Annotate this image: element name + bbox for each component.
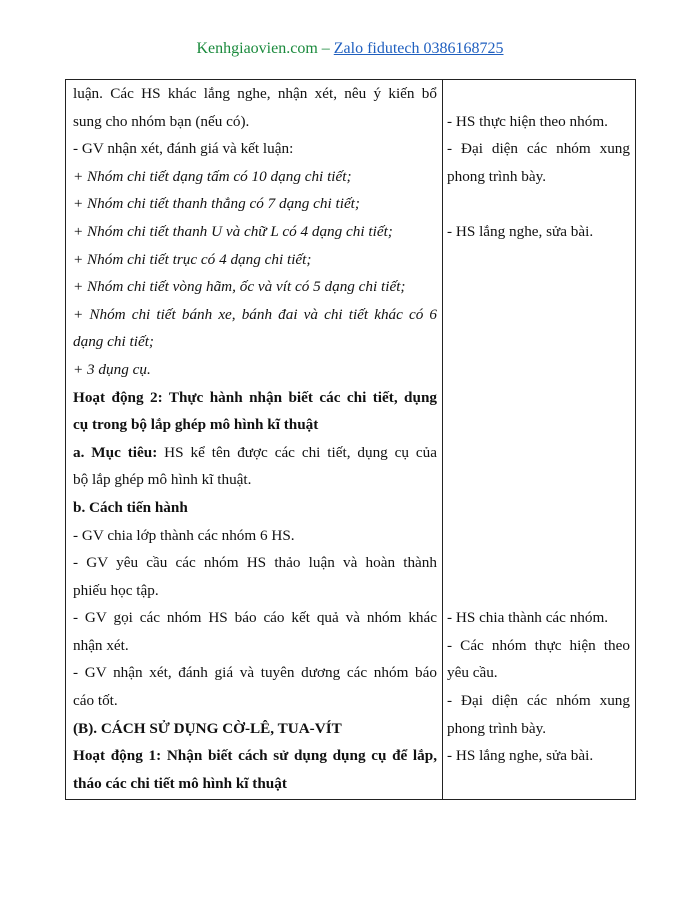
lesson-table <box>65 79 636 800</box>
teacher-line: phiếu học tập. <box>73 581 159 599</box>
student-line: yêu cầu. <box>447 664 498 682</box>
teacher-line: cáo tốt. <box>73 692 118 710</box>
student-line <box>447 273 630 301</box>
teacher-line: - GV nhận xét, đánh giá và kết luận: <box>73 140 294 158</box>
column-divider <box>442 80 443 799</box>
student-line: - HS lắng nghe, sửa bài. <box>447 747 594 765</box>
teacher-line: + 3 dụng cụ. <box>73 360 151 378</box>
student-line <box>447 522 630 550</box>
teacher-line: cụ trong bộ lắp ghép mô hình kĩ thuật <box>73 416 319 434</box>
teacher-line: - GV nhận xét, đánh giá và tuyên dương các nhóm báo <box>73 664 437 682</box>
student-line <box>447 356 630 384</box>
section-text: HS kể tên được các chi tiết, dụng cụ của <box>157 443 437 461</box>
teacher-line: + Nhóm chi tiết trục có 4 dạng chi tiết; <box>73 250 312 268</box>
teacher-line: luận. Các HS khác lắng nghe, nhận xét, nêu ý kiến bổ <box>73 85 437 102</box>
teacher-line: b. Cách tiến hành <box>73 498 188 516</box>
student-line <box>447 328 630 356</box>
section-label: a. Mục tiêu: <box>73 443 158 461</box>
teacher-line: nhận xét. <box>73 636 129 654</box>
teacher-line: (B). CÁCH SỬ DỤNG CỜ-LÊ, TUA-VÍT <box>73 719 342 737</box>
teacher-activities-column <box>73 80 437 797</box>
teacher-line: Hoạt động 1: Nhận biết cách sử dụng dụng cụ để lắp, <box>73 747 437 765</box>
header-separator: – <box>321 40 330 57</box>
teacher-line <box>73 439 437 467</box>
student-activities-column <box>447 80 630 797</box>
teacher-line: + Nhóm chi tiết dạng tấm có 10 dạng chi tiết; <box>73 167 352 185</box>
teacher-line: bộ lắp ghép mô hình kĩ thuật. <box>73 471 252 489</box>
teacher-line: sung cho nhóm bạn (nếu có). <box>73 112 250 130</box>
student-line: - Đại diện các nhóm xung <box>447 692 630 710</box>
teacher-line: + Nhóm chi tiết bánh xe, bánh đai và chi tiết khác có 6 <box>73 305 437 323</box>
student-line <box>447 466 630 494</box>
student-line: - Các nhóm thực hiện theo <box>447 636 630 654</box>
site-name: Kenhgiaovien.com <box>196 40 318 57</box>
page-header <box>0 40 700 58</box>
student-line: phong trình bày. <box>447 167 546 185</box>
student-line: - HS thực hiện theo nhóm. <box>447 112 608 130</box>
teacher-line: + Nhóm chi tiết thanh U và chữ L có 4 dạng chi tiết; <box>73 222 393 240</box>
student-line <box>447 494 630 522</box>
student-line <box>447 190 630 218</box>
teacher-line: - GV yêu cầu các nhóm HS thảo luận và hoàn thành <box>73 554 437 572</box>
contact-link[interactable]: Zalo fidutech 0386168725 <box>333 40 504 57</box>
teacher-line: + Nhóm chi tiết vòng hãm, ốc và vít có 5 dạng chi tiết; <box>73 278 406 296</box>
teacher-line: Hoạt động 2: Thực hành nhận biết các chi tiết, dụng <box>73 388 437 406</box>
teacher-line: tháo các chi tiết mô hình kĩ thuật <box>73 774 287 792</box>
student-line: - Đại diện các nhóm xung <box>447 140 630 158</box>
student-line <box>447 301 630 329</box>
student-line: phong trình bày. <box>447 719 546 737</box>
student-line <box>447 577 630 605</box>
teacher-line: + Nhóm chi tiết thanh thẳng có 7 dạng chi tiết; <box>73 195 360 213</box>
student-line <box>447 384 630 412</box>
student-line <box>447 770 630 798</box>
teacher-line: - GV chia lớp thành các nhóm 6 HS. <box>73 526 295 544</box>
student-line <box>447 411 630 439</box>
student-line <box>447 246 630 274</box>
student-line <box>447 80 630 108</box>
student-line: - HS lắng nghe, sửa bài. <box>447 222 594 240</box>
teacher-line: dạng chi tiết; <box>73 333 154 351</box>
student-line: - HS chia thành các nhóm. <box>447 609 609 627</box>
student-line <box>447 439 630 467</box>
teacher-line: - GV gọi các nhóm HS báo cáo kết quả và nhóm khác <box>73 609 437 627</box>
student-line <box>447 549 630 577</box>
